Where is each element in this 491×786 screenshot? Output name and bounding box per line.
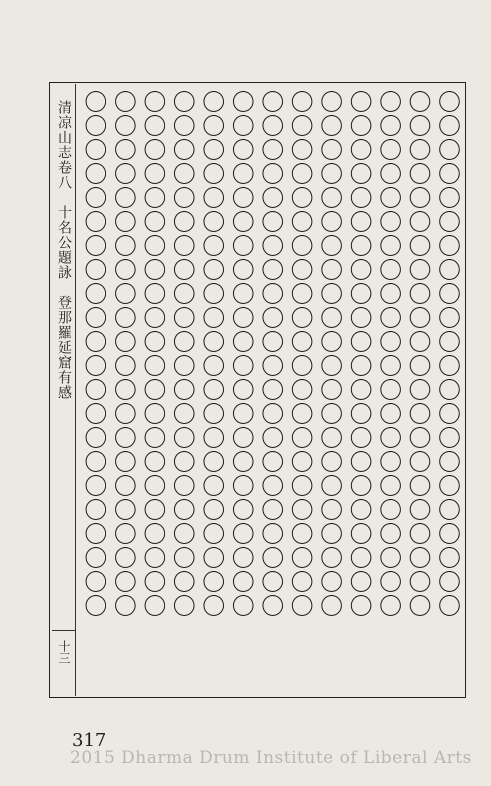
text-column: 〇〇〇〇〇〇〇〇〇〇〇〇〇〇〇〇〇〇〇〇〇〇: [404, 90, 431, 618]
text-column: 〇〇〇〇〇〇〇〇〇〇〇〇〇〇〇〇〇〇〇〇〇〇: [286, 90, 313, 618]
text-column: 〇〇〇〇〇〇〇〇〇〇〇〇〇〇〇〇〇〇〇〇〇〇: [198, 90, 225, 618]
text-column: 〇〇〇〇〇〇〇〇〇〇〇〇〇〇〇〇〇〇〇〇〇〇: [109, 90, 136, 618]
text-column: 〇〇〇〇〇〇〇〇〇〇〇〇〇〇〇〇〇〇〇〇〇〇: [345, 90, 372, 618]
margin-title: 清凉山志卷八 十名公題詠 登那羅延窟有感: [56, 100, 72, 400]
text-columns: [80, 90, 460, 690]
margin-rule: [52, 630, 76, 631]
margin-page-label: 十三: [57, 640, 71, 664]
text-column: 〇〇〇〇〇〇〇〇〇〇〇〇〇〇〇〇〇〇〇〇〇〇: [375, 90, 402, 618]
text-column: 〇〇〇〇〇〇〇〇〇〇〇〇〇〇〇〇〇〇〇〇〇〇: [434, 90, 460, 618]
text-column: 〇〇〇〇〇〇〇〇〇〇〇〇〇〇〇〇〇〇〇〇〇〇: [316, 90, 343, 618]
text-column: 〇〇〇〇〇〇〇〇〇〇〇〇〇〇〇〇〇〇〇〇〇〇: [257, 90, 284, 618]
text-column: 〇〇〇〇〇〇〇〇〇〇〇〇〇〇〇〇〇〇〇〇〇〇: [80, 90, 107, 618]
watermark: 2015 Dharma Drum Institute of Liberal Arts: [70, 748, 472, 768]
text-column: 〇〇〇〇〇〇〇〇〇〇〇〇〇〇〇〇〇〇〇〇〇〇: [139, 90, 166, 618]
page-number: 317: [72, 730, 107, 751]
text-column: 〇〇〇〇〇〇〇〇〇〇〇〇〇〇〇〇〇〇〇〇〇〇: [168, 90, 195, 618]
text-column: 〇〇〇〇〇〇〇〇〇〇〇〇〇〇〇〇〇〇〇〇〇〇: [227, 90, 254, 618]
